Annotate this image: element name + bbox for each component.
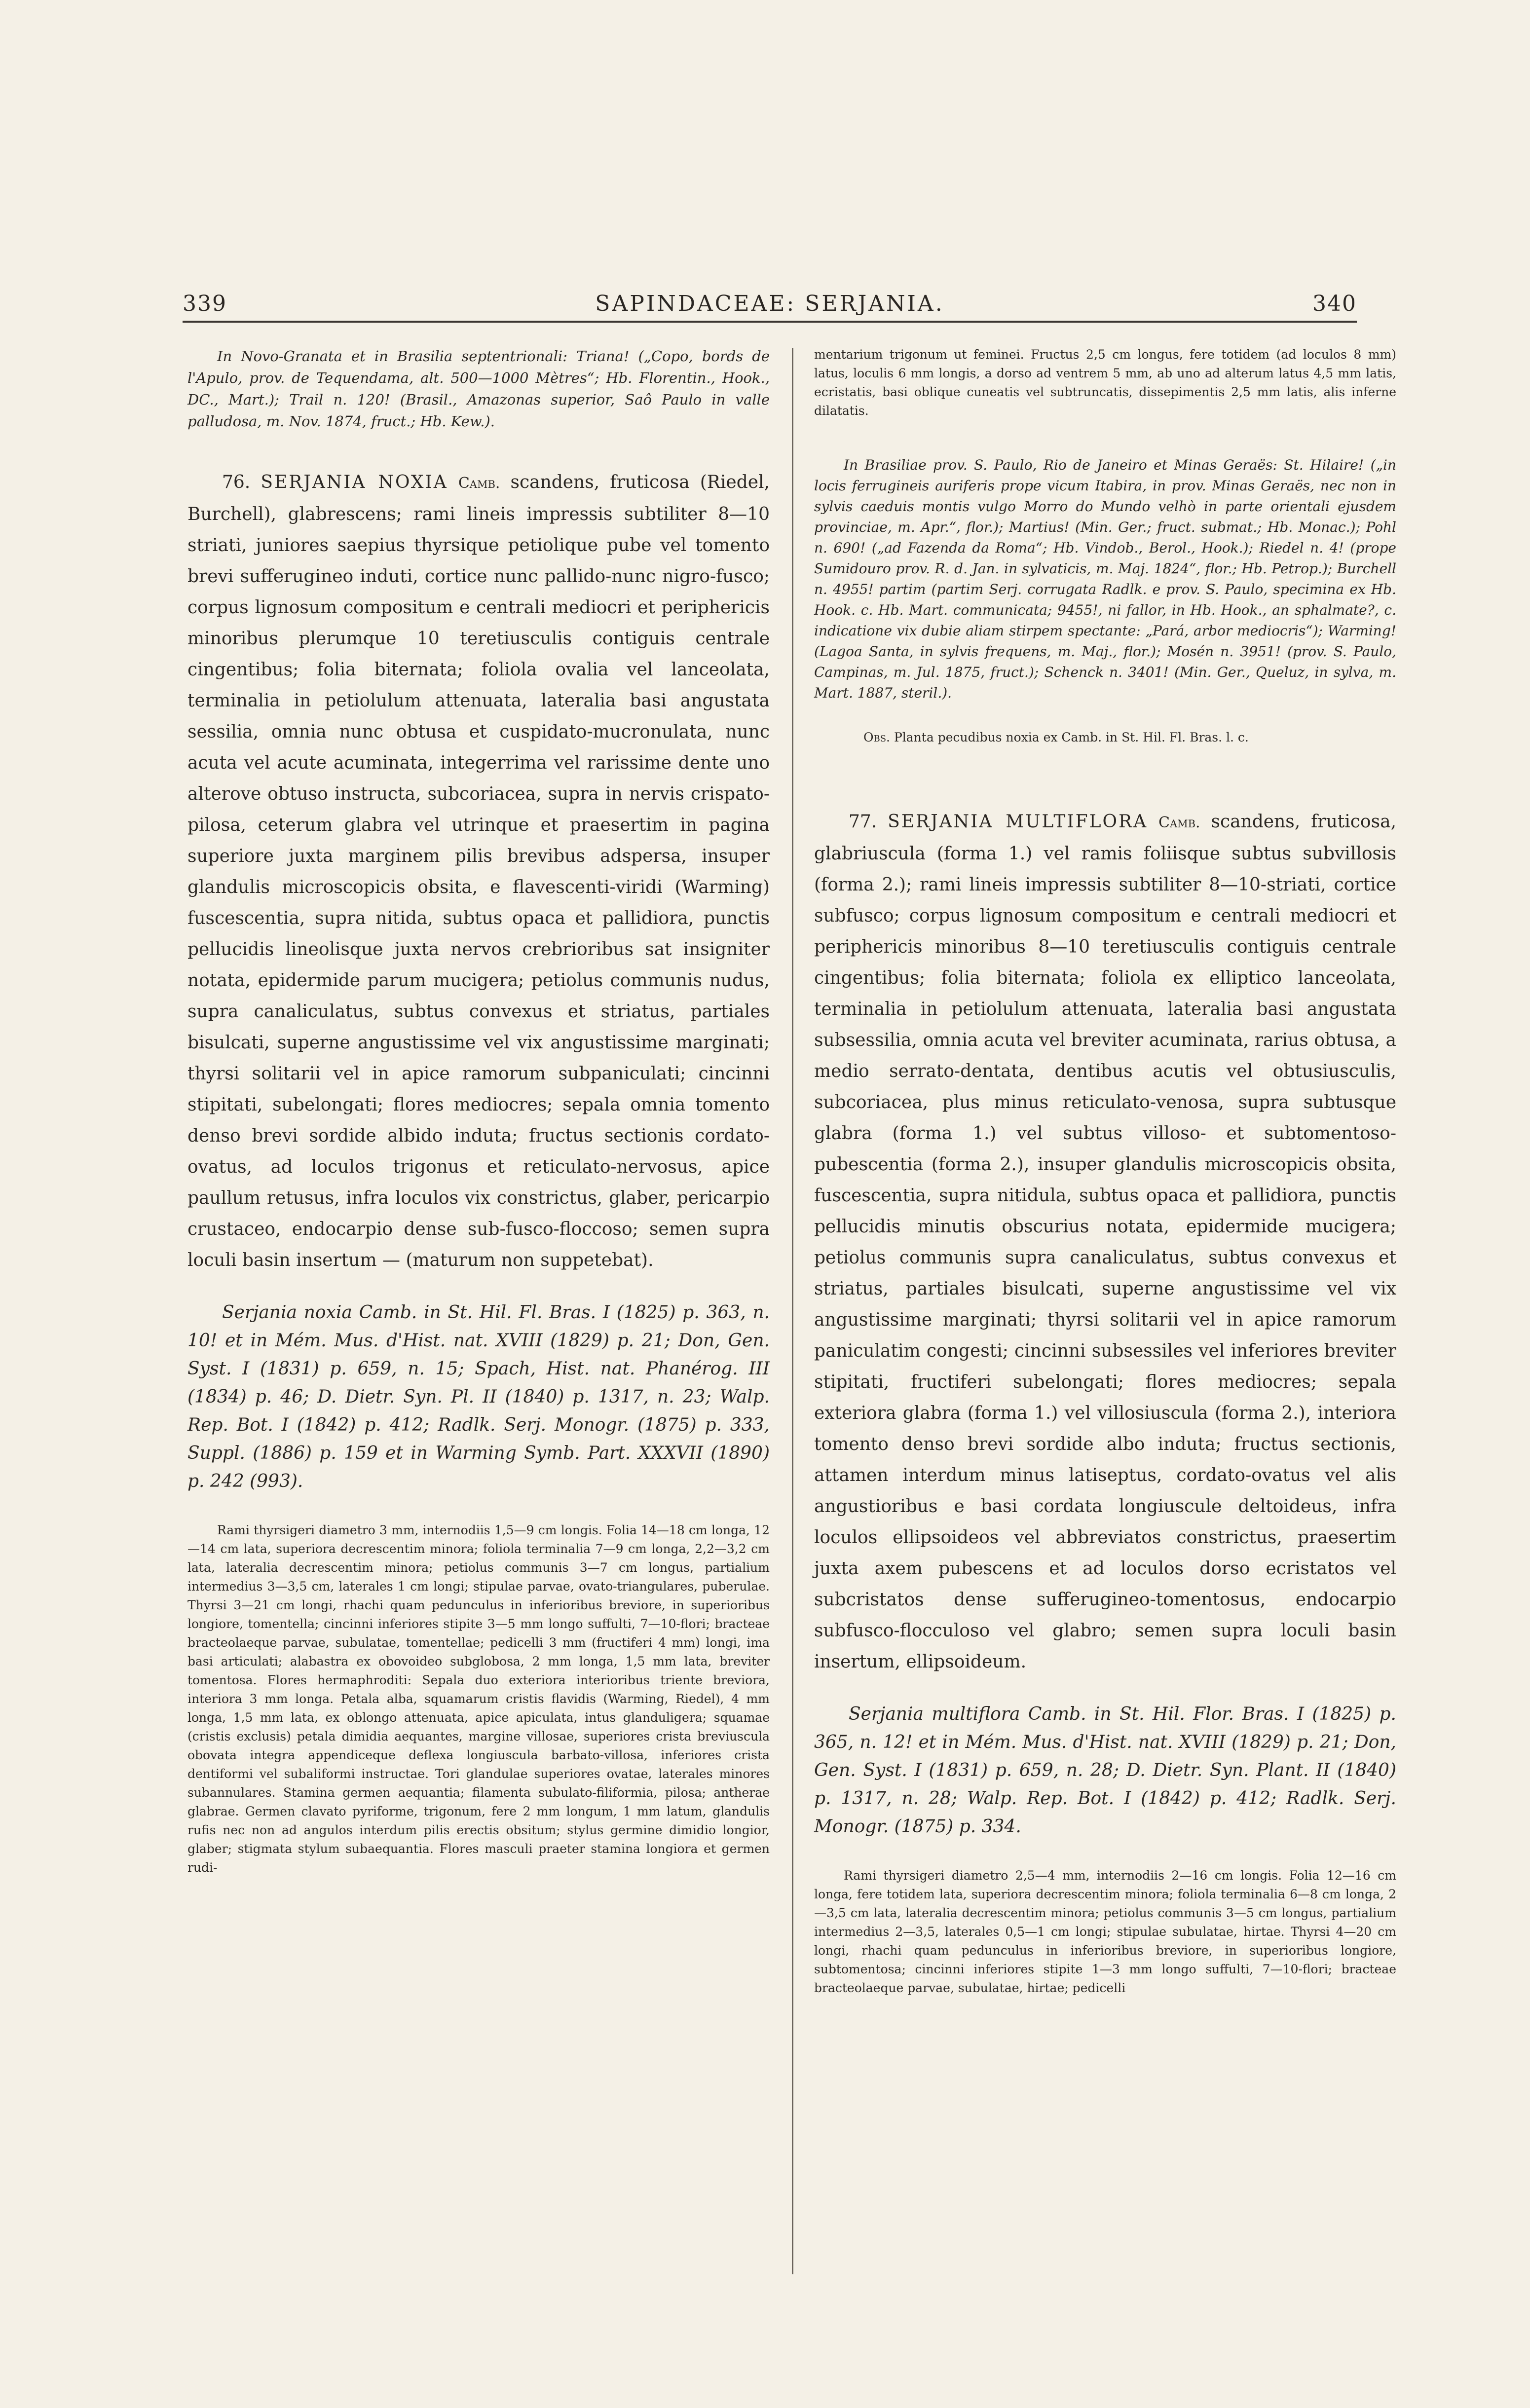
header-rule — [183, 321, 1357, 323]
page-number-left: 339 — [183, 291, 227, 316]
observation — [814, 728, 1396, 747]
running-title: SAPINDACEAE: SERJANIA. — [595, 291, 944, 316]
left-column — [187, 345, 770, 1897]
page-number-right: 340 — [1312, 291, 1357, 316]
species-77-details: Rami thyrsigeri diametro 2,5—4 mm, internodiis 2—16 cm longis. Folia 12—16 cm longa, fere totidem lata, superiora decrescentim minora; foliola terminalia 6—8 cm longa, 2—3,5 cm lata, lateralia decrescentim minora; petiolus communis 3—5 cm longus, partialium intermedius 2—3,5, laterales 0,5—1 cm longi; stipulae subulatae, hirtae. Thyrsi 4—20 cm longi, rhachi quam pedunculus in inferioribus breviore, in superioribus longiore, subtomentosa; cincinni inferiores stipite 1—3 mm longo suffulti, 7—10-flori; bracteae bracteolaeque parvae, subulatae, hirtae; pedicelli — [814, 1868, 1396, 1995]
right-column — [814, 345, 1396, 2017]
species-name: SERJANIA NOXIA — [261, 472, 448, 492]
species-number: 76. — [222, 472, 251, 492]
species-77-description — [814, 806, 1396, 1677]
species-name: SERJANIA MULTIFLORA — [888, 812, 1148, 832]
obs-label: Obs. — [863, 730, 891, 744]
species-text: scandens, fruticosa (Riedel, Burchell), glabrescens; rami lineis impressis subtiliter 8—10 striati, juniores saepius thyrsique petiolique pube vel tomento brevi sufferugineo induti, cortice nunc pallido-nunc nigro-fusco; corpus lignosum compositum e centrali mediocri et periphericis minoribus plerumque 10 teretiusculis contiguis centrale cingentibus; folia biternata; foliola ovalia vel lanceolata, terminalia in petiolulum attenuata, lateralia basi angustata sessilia, omnia nunc obtusa et cuspidato-mucronulata, nunc acuta vel acute acuminata, integerrima vel rarissime dente uno alterove obtuso instructa, subcoriacea, supra in nervis crispato-pilosa, ceterum glabra vel utrinque et praesertim in pagina superiore juxta marginem pilis brevibus adspersa, insuper glandulis microscopicis obsita, e flavescenti-viridi (Warming) fuscescentia, supra nitida, subtus opaca et pallidiora, punctis pellucidis lineolisque juxta nervos crebrioribus sat insigniter notata, epidermide parum mucigera; petiolus communis nudus, supra canaliculatus, subtus convexus et striatus, partiales bisulcati, superne angustissime vel vix angustissime marginati; thyrsi solitarii vel in apice ramorum subpaniculati; cincinni stipitati, subelongati; flores mediocres; sepala omnia tomento denso brevi sordide albido induta; fructus sectionis cordato-ovatus, ad loculos trigonus et reticulato-nervosus, apice paullum retusus, infra loculos vix constrictus, glaber, pericarpio crustaceo, endocarpio dense sub-fusco-floccoso; semen supra loculi basin insertum — (maturum non suppetebat). — [187, 472, 770, 1270]
species-76-synonymy: Serjania noxia Camb. in St. Hil. Fl. Bras. I (1825) p. 363, n. 10! et in Mém. Mus. d'Hist. nat. XVIII (1829) p. 21; Don, Gen. Syst. I (1831) p. 659, n. 15; Spach, Hist. nat. Phanérog. III (1834) p. 46; D. Dietr. Syn. Pl. II (1840) p. 1317, n. 23; Walp. Rep. Bot. I (1842) p. 412; Radlk. Serj. Monogr. (1875) p. 333, Suppl. (1886) p. 159 et in Warming Symb. Part. XXXVII (1890) p. 242 (993). — [187, 1302, 770, 1491]
species-authority: Camb. — [458, 475, 500, 492]
column-divider — [792, 348, 793, 2274]
species-76-citation: In Brasiliae prov. S. Paulo, Rio de Janeiro et Minas Geraës: St. Hilaire! („in locis ferrugineis auriferis prope vicum Itabira, in prov. Minas Geraës, nec non in sylvis caeduis montis vulgo Morro do Mundo velhò in parte orientali ejusdem provinciae, m. Apr.“, flor.); Martius! (Min. Ger.; fruct. submat.; Hb. Monac.); Pohl n. 690! („ad Fazenda da Roma“; Hb. Vindob., Berol., Hook.); Riedel n. 4! (prope Sumidouro prov. R. d. Jan. in sylvaticis, m. Maj. 1824“, flor.; Hb. Petrop.); Burchell n. 4955! partim (partim Serj. corrugata Radlk. e prov. S. Paulo, specimina ex Hb. Hook. c. Hb. Mart. communicata; 9455!, ni fallor, in Hb. Hook., an sphalmate?, c. indicatione vix dubie aliam stirpem spectante: „Pará, arbor mediocris“); Warming! (Lagoa Santa, in sylvis frequens, m. Maj., flor.); Mosén n. 3951! (prov. S. Paulo, Campinas, m. Jul. 1875, fruct.); Schenck n. 3401! (Min. Ger., Queluz, in sylva, m. Mart. 1887, steril.). — [814, 457, 1396, 701]
citation-top: In Novo-Granata et in Brasilia septentrionali: Triana! („Copo, bords de l'Apulo, prov. de Tequendama, alt. 500—1000 Mètres“; Hb. Florentin., Hook., DC., Mart.); Trail n. 120! (Brasil., Amazonas superior, Saô Paulo in valle palludosa, m. Nov. 1874, fruct.; Hb. Kew.). — [187, 348, 770, 430]
species-77-synonymy: Serjania multiflora Camb. in St. Hil. Flor. Bras. I (1825) p. 365, n. 12! et in Mém. Mus. d'Hist. nat. XVIII (1829) p. 21; Don, Gen. Syst. I (1831) p. 659, n. 28; D. Dietr. Syn. Plant. II (1840) p. 1317, n. 28; Walp. Rep. Bot. I (1842) p. 412; Radlk. Serj. Monogr. (1875) p. 334. — [814, 1704, 1396, 1837]
species-76-details-continued: mentarium trigonum ut feminei. Fructus 2,5 cm longus, fere totidem (ad loculos 8 mm) latus, loculis 6 mm longis, a dorso ad ventrem 5 mm, ab uno ad alterum latus 4,5 mm latis, ecristatis, basi oblique cuneatis vel subtruncatis, dissepimentis 2,5 mm latis, alis inferne dilatatis. — [814, 347, 1396, 418]
species-76-details: Rami thyrsigeri diametro 3 mm, internodiis 1,5—9 cm longis. Folia 14—18 cm longa, 12—14 cm lata, superiora decrescentim minora; foliola terminalia 7—9 cm longa, 2,2—3,2 cm lata, lateralia decrescentim minora; petiolus communis 3—7 cm longus, partialium intermedius 3—3,5 cm, laterales 1 cm longi; stipulae parvae, ovato-triangulares, puberulae. Thyrsi 3—21 cm longi, rhachi quam pedunculus in inferioribus breviore, in superioribus longiore, tomentella; cincinni inferiores stipite 3—5 mm longo suffulti, 7—10-flori; bracteae bracteolaeque parvae, subulatae, tomentellae; pedicelli 3 mm (fructiferi 4 mm) longi, ima basi articulati; alabastra ex obovoideo subglobosa, 2 mm longa, 1,5 mm lata, breviter tomentosa. Flores hermaphroditi: Sepala duo exteriora interioribus triente breviora, interiora 3 mm longa. Petala alba, squamarum cristis flavidis (Warming, Riedel), 4 mm longa, 1,5 mm lata, ex oblongo attenuata, apice apiculata, intus glanduligera; squamae (cristis exclusis) petala dimidia aequantes, margine villosae, superiores crista breviuscula obovata integra appendiceque deflexa longiuscula barbato-villosa, inferiores crista dentiformi vel subaliformi instructae. Tori glandulae superiores ovatae, laterales minores subannulares. Stamina germen aequantia; filamenta subulato-filiformia, pilosa; antherae glabrae. Germen clavato pyriforme, trigonum, fere 2 mm longum, 1 mm latum, glandulis rufis nec non ad angulos interdum pilis erectis obsitum; stylus germine dimidio longior, glaber; stigmata stylum subaequantia. Flores masculi praeter stamina longiora et germen rudi- — [187, 1523, 770, 1875]
obs-text: Planta pecudibus noxia ex Camb. in St. Hil. Fl. Bras. l. c. — [894, 730, 1249, 744]
species-number: 77. — [849, 812, 877, 832]
species-text: scandens, fruticosa, glabriuscula (forma 1.) vel ramis foliisque subtus subvillosis (forma 2.); rami lineis impressis subtiliter 8—10-striati, cortice subfusco; corpus lignosum compositum e centrali mediocri et periphericis minoribus 8—10 teretiusculis contiguis centrale cingentibus; folia biternata; foliola ex elliptico lanceolata, terminalia in petiolulum attenuata, lateralia basi angustata subsessilia, omnia acuta vel breviter acuminata, rarius obtusa, a medio serrato-dentata, dentibus acutis vel obtusiusculis, subcoriacea, plus minus reticulato-venosa, supra subtusque glabra (forma 1.) vel subtus villoso- et subtomentoso-pubescentia (forma 2.), insuper glandulis microscopicis obsita, fuscescentia, supra nitidula, subtus opaca et pallidiora, punctis pellucidis minutis obscurius notata, epidermide mucigera; petiolus communis supra canaliculatus, subtus convexus et striatus, partiales bisulcati, superne angustissime vel vix angustissime marginati; thyrsi solitarii vel in apice ramorum paniculatim congesti; cincinni subsessiles vel inferiores breviter stipitati, fructiferi subelongati; flores mediocres; sepala exteriora glabra (forma 1.) vel villosiuscula (forma 2.), interiora tomento denso brevi sordide albo induta; fructus sectionis, attamen interdum minus latiseptus, cordato-ovatus vel alis angustioribus e basi cordata longiuscule deltoideus, infra loculos ellipsoideos vel abbreviatos constrictus, praesertim juxta axem pubescens et ad loculos dorso ecristatos vel subcristatos dense sufferugineo-tomentosus, endocarpio subfusco-flocculoso vel glabro; semen supra loculi basin insertum, ellipsoideum. — [814, 812, 1396, 1672]
species-76-description — [187, 467, 770, 1276]
species-authority: Camb. — [1158, 814, 1200, 831]
